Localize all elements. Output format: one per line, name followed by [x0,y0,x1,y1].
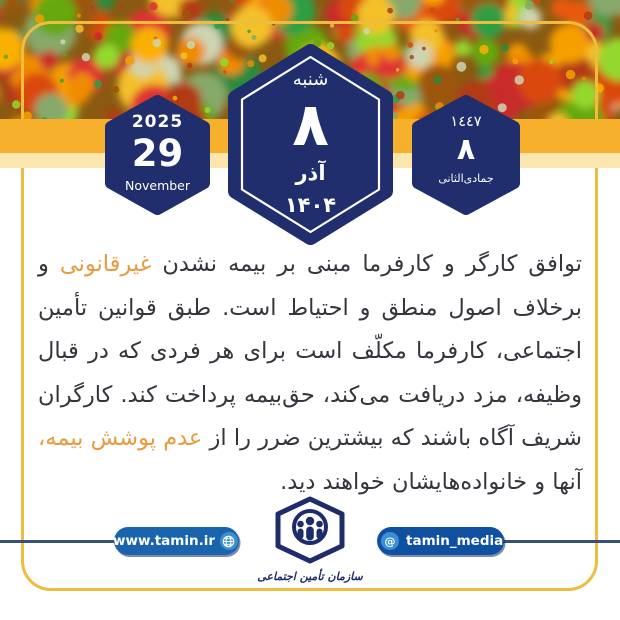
persian-day: ۸ [292,90,329,160]
text-segment: آنها و خانواده‌هایشان خواهند دید. [280,468,582,495]
hijri-day: ٨ [456,132,476,167]
at-icon: @ [381,532,399,550]
footer-divider-left [0,540,116,543]
hijri-date-badge [412,95,520,215]
hijri-year: ١٤٤٧ [450,114,482,130]
logo-caption: سازمان تأمین اجتماعی [257,570,363,583]
gregorian-year: 2025 [131,112,184,132]
hijri-month: جمادی‌الثانی [438,172,494,185]
tamin-logo [255,496,365,583]
persian-date-badge [228,44,393,245]
text-segment: توافق کارگر و کارفرما مبنی بر بیمه نشدن [151,251,582,277]
gregorian-date-badge [105,95,210,215]
highlighted-text-illegal: غیرقانونی [59,251,152,277]
gregorian-day: 29 [131,132,184,175]
persian-month: آذر [295,161,326,185]
highlighted-text-no-coverage: عدم پوشش بیمه، [38,425,203,451]
main-message-text [38,243,582,504]
footer-divider-right [501,540,620,543]
persian-weekday: شنبه [292,69,329,90]
text-segment: و برخلاف اصول منطق و احتیاط است. طبق قوانین تأمین اجتماعی، کارفرما مکلّف است برای هر فردی که در قبال وظیفه، مزد دریافت می‌کند، حق‌بیمه پرداخت کند. کارگران شریف آگاه باشند که بیشترین ضرر را از [38,251,582,451]
persian-year: ۱۴۰۴ [284,193,337,217]
website-pill[interactable] [114,527,239,555]
social-handle: tamin_media [406,533,504,549]
website-url: www.tamin.ir [113,533,215,549]
gregorian-month: November [124,178,191,193]
globe-icon [220,532,238,550]
social-media-pill[interactable] [377,527,504,555]
tamin-logo-icon [273,496,347,564]
